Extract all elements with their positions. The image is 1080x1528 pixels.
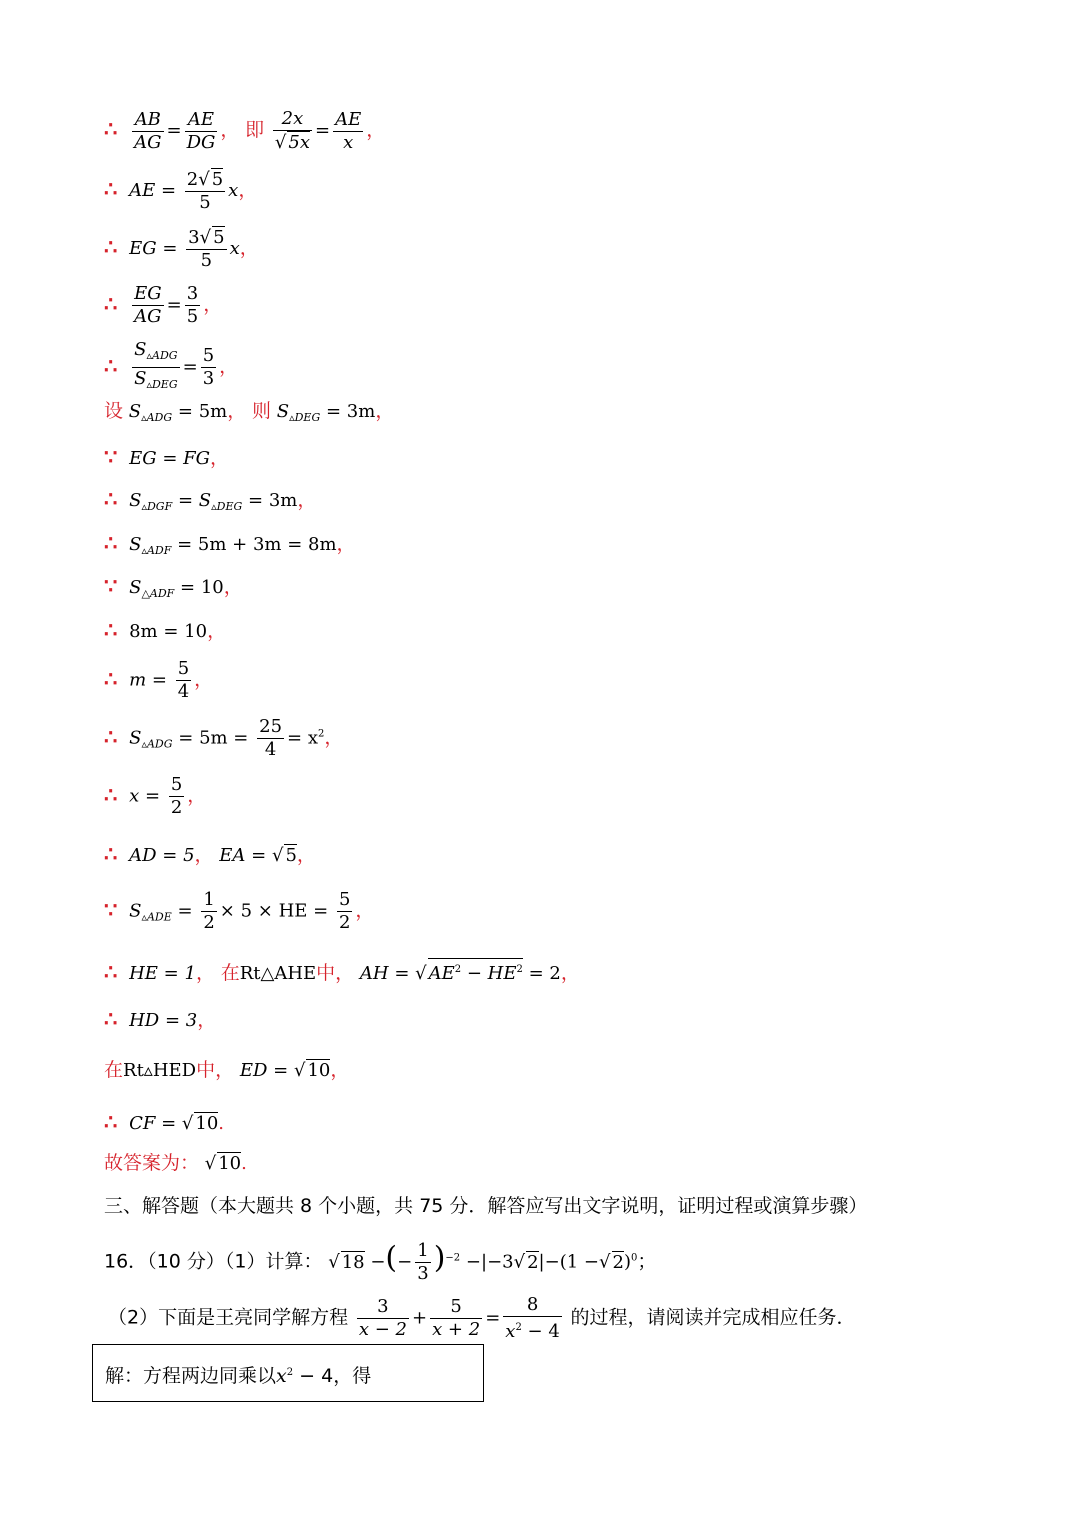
fraction-area-ratio: $\frac{S_{▵ADG}}{S_{▵DEG}}$ [134, 339, 178, 391]
line-15: ∴ AD = 5， EA = √ 5， [104, 841, 316, 866]
line-6: 设 $S_{▵ADG} = 5m$， 则 $S_{▵DEG} = 3m$， [104, 400, 395, 424]
line-7: ∵ EG = FG， [104, 444, 230, 469]
fraction-ae-dg: $\frac{AE}{DG}$ [186, 108, 216, 153]
fraction-ab-ag: $\frac{AB}{AG}$ [134, 108, 162, 153]
fraction-1-2: $\frac{1}{2}$ [203, 889, 215, 933]
answer-line: 故答案为： √ 10. [104, 1152, 247, 1174]
ze-label: 则 [251, 400, 271, 422]
fraction-1-3: $\frac{1}{3}$ [417, 1240, 429, 1284]
fraction-8-over-x2-minus-4: $\frac{8}{x^2 - 4}$ [505, 1294, 560, 1342]
answer-label: 故答案为： [104, 1152, 200, 1174]
line-1: ∴ $\frac{AB}{AG}$ = $\frac{AE}{DG}$ ， 即 $\frac{2x}{√ 5x}$ = $\frac{AE}{x}$ ， [104, 108, 386, 153]
line-12: ∴ m = $\frac{5}{4}$ ， [104, 658, 214, 702]
fraction-5-2: $\frac{5}{2}$ [170, 774, 183, 818]
line-10: ∵ $S_{\triangle ADF} = 10$， [104, 573, 243, 600]
line-16: ∵ $S_{▵ADE}$ = $\frac{1}{2}$ × 5 × HE = $\frac{5}{2}$ ， [104, 889, 375, 933]
therefore-symbol: ∴ [104, 723, 118, 749]
fraction-25-4: $\frac{25}{4}$ [259, 716, 283, 760]
line-11: ∴ 8m = 10， [104, 617, 227, 642]
solution-box [92, 1344, 484, 1402]
solution-box-text: 解：方程两边同乘以$x^2 - 4$，得 [105, 1365, 372, 1387]
line-3: ∴ EG = $\frac{3√ 5}{5}$ x， [104, 227, 259, 271]
therefore-symbol: ∴ [104, 352, 118, 378]
because-symbol: ∵ [104, 896, 118, 922]
therefore-symbol: ∴ [104, 486, 118, 511]
therefore-symbol: ∴ [104, 1109, 118, 1134]
she-label: 设 [104, 400, 124, 422]
fraction-3sqrt5-5: $\frac{3√ 5}{5}$ [188, 227, 225, 271]
therefore-symbol: ∴ [104, 1006, 118, 1031]
therefore-symbol: ∴ [104, 665, 118, 691]
fraction-3-over-x-minus-2: $\frac{3}{x - 2}$ [358, 1296, 407, 1340]
line-8: ∴ $S_{▵DGF} = S_{▵DEG} = 3m$， [104, 486, 317, 513]
fraction-2sqrt5-5: $\frac{2√ 5}{5}$ [186, 169, 224, 213]
therefore-symbol: ∴ [104, 841, 118, 866]
fraction-eg-ag: $\frac{EG}{AG}$ [134, 283, 162, 327]
fraction-5-4: $\frac{5}{4}$ [177, 658, 190, 702]
therefore-symbol: ∴ [104, 781, 118, 807]
line-20: ∴ CF = √ 10. [104, 1109, 225, 1134]
fraction-ae-x: $\frac{AE}{x}$ [335, 108, 362, 153]
line-5: ∴ $\frac{S_{▵ADG}}{S_{▵DEG}}$ = $\frac{5}{3}$ ， [104, 339, 238, 396]
line-9: ∴ $S_{▵ADF} = 5m + 3m = 8m$， [104, 530, 356, 557]
therefore-symbol: ∴ [104, 959, 118, 984]
line-19: 在Rt▵HED中， ED = √ 10， [104, 1059, 350, 1081]
therefore-symbol: ∴ [104, 530, 118, 555]
therefore-symbol: ∴ [104, 617, 118, 642]
line-17: ∴ HE = 1， 在Rt△AHE中， AH = √ $AE^2 - HE^2 = 2$， [104, 959, 580, 984]
therefore-symbol: ∴ [104, 234, 118, 259]
line-13: ∴ $S_{▵ADG} = 5m$ = $\frac{25}{4}$ = $x^2$， [104, 716, 344, 760]
question-16-part1: 16．（10 分）（1）计算： √ 18 −(− $\frac{1}{3}$ )$^{-2}$ −|−3√ 2|−(1 −√ 2)$^0$； [104, 1240, 657, 1284]
fraction-5-over-x-plus-2: $\frac{5}{x + 2}$ [432, 1296, 481, 1340]
fraction-3-5: $\frac{3}{5}$ [186, 283, 199, 327]
because-symbol: ∵ [104, 573, 118, 598]
line-14: ∴ x = $\frac{5}{2}$ ， [104, 774, 207, 818]
ji-label: 即 [245, 119, 265, 141]
fraction-5-3: $\frac{5}{3}$ [202, 345, 215, 389]
line-4: ∴ $\frac{EG}{AG}$ = $\frac{3}{5}$ ， [104, 283, 223, 327]
therefore-symbol: ∴ [104, 116, 118, 141]
line-18: ∴ HD = 3， [104, 1006, 217, 1031]
because-symbol: ∵ [104, 444, 118, 469]
fraction-5-2: $\frac{5}{2}$ [338, 889, 351, 933]
section-heading: 三、解答题（本大题共 8 个小题，共 75 分．解答应写出文字说明，证明过程或演算步骤） [104, 1195, 868, 1217]
therefore-symbol: ∴ [104, 290, 118, 316]
therefore-symbol: ∴ [104, 176, 118, 201]
question-16-part2: （2）下面是王亮同学解方程 $\frac{3}{x - 2}$ + $\frac{5}{x + 2}$ = $\frac{8}{x^2 - 4}$ 的过程，请阅读并完成相应任务． [108, 1294, 856, 1342]
fraction-2x-sqrt5x: $\frac{2x}{√ 5x}$ [274, 108, 310, 153]
line-2: ∴ AE = $\frac{2√ 5}{5}$ x， [104, 169, 258, 213]
